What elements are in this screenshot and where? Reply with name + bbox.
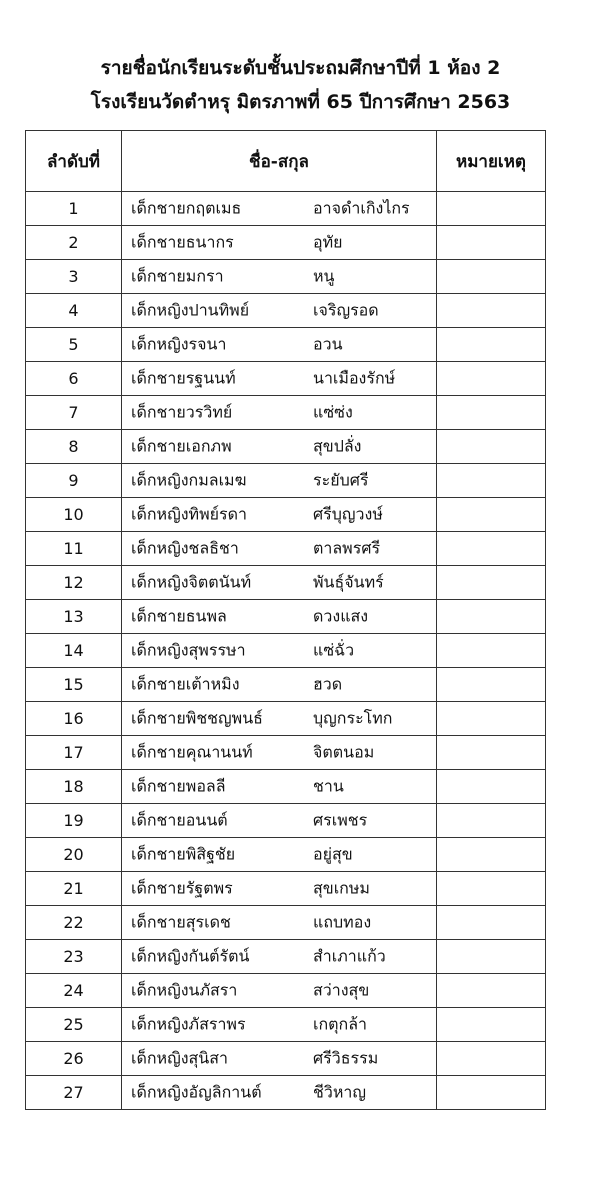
student-number: 24 [26, 974, 122, 1008]
student-name-cell [122, 872, 437, 906]
student-name-cell [122, 736, 437, 770]
student-last-name: ศรีบุญวงษ์ [313, 504, 383, 523]
student-remark [437, 668, 546, 702]
student-number: 14 [26, 634, 122, 668]
table-row [26, 736, 546, 770]
student-first-name: เด็กหญิงชลธิชา [131, 538, 239, 557]
student-last-name: อุทัย [313, 232, 343, 251]
student-first-name: เด็กชายมกรา [131, 266, 224, 285]
student-name-cell [122, 532, 437, 566]
student-remark [437, 498, 546, 532]
table-row [26, 328, 546, 362]
table-row [26, 430, 546, 464]
student-number: 4 [26, 294, 122, 328]
student-name-cell [122, 362, 437, 396]
student-name-cell [122, 1008, 437, 1042]
student-last-name: หนู [313, 266, 335, 285]
student-last-name: แถบทอง [313, 912, 372, 931]
student-number: 18 [26, 770, 122, 804]
student-first-name: เด็กหญิงสุพรรษา [131, 640, 246, 659]
student-last-name: ดวงแสง [313, 606, 369, 625]
student-remark [437, 396, 546, 430]
student-remark [437, 634, 546, 668]
student-name-cell [122, 634, 437, 668]
student-remark [437, 736, 546, 770]
student-first-name: เด็กชายสุรเดช [131, 912, 231, 931]
student-first-name: เด็กหญิงอัญลิกานต์ [131, 1082, 262, 1101]
student-number: 9 [26, 464, 122, 498]
table-row [26, 770, 546, 804]
student-number: 11 [26, 532, 122, 566]
student-number: 15 [26, 668, 122, 702]
student-number: 3 [26, 260, 122, 294]
student-name-cell [122, 498, 437, 532]
student-number: 2 [26, 226, 122, 260]
table-row [26, 362, 546, 396]
student-last-name: อยู่สุข [313, 844, 353, 863]
student-number: 22 [26, 906, 122, 940]
student-last-name: นาเมืองรักษ์ [313, 368, 396, 387]
student-last-name: อาจดำเกิงไกร [313, 198, 410, 217]
student-name-cell [122, 974, 437, 1008]
student-first-name: เด็กหญิงภัสราพร [131, 1014, 246, 1033]
student-number: 19 [26, 804, 122, 838]
student-name-cell [122, 1042, 437, 1076]
student-name-cell [122, 804, 437, 838]
table-row [26, 702, 546, 736]
student-name-cell [122, 396, 437, 430]
student-remark [437, 1008, 546, 1042]
student-number: 13 [26, 600, 122, 634]
student-number: 27 [26, 1076, 122, 1110]
student-first-name: เด็กชายพอลลี [131, 776, 226, 795]
header-name: ชื่อ-สกุล [122, 131, 437, 192]
student-remark [437, 974, 546, 1008]
student-name-cell [122, 226, 437, 260]
table-row [26, 872, 546, 906]
student-last-name: ชีวิหาญ [313, 1082, 367, 1101]
student-first-name: เด็กชายธนพล [131, 606, 227, 625]
student-number: 8 [26, 430, 122, 464]
student-remark [437, 600, 546, 634]
table-row [26, 192, 546, 226]
student-number: 17 [26, 736, 122, 770]
document-subtitle: โรงเรียนวัดตำหรุ มิตรภาพที่ 65 ปีการศึกษา 2563 [90, 91, 511, 113]
student-name-cell [122, 600, 437, 634]
table-row [26, 566, 546, 600]
student-first-name: เด็กหญิงปานทิพย์ [131, 300, 250, 319]
student-number: 25 [26, 1008, 122, 1042]
student-remark [437, 532, 546, 566]
header-row [26, 131, 546, 192]
student-remark [437, 804, 546, 838]
student-last-name: ระยับศรี [313, 470, 369, 489]
student-remark [437, 702, 546, 736]
student-number: 12 [26, 566, 122, 600]
table-row [26, 906, 546, 940]
student-remark [437, 362, 546, 396]
table-row [26, 940, 546, 974]
student-remark [437, 906, 546, 940]
student-last-name: เกตุกล้า [313, 1014, 368, 1033]
student-number: 7 [26, 396, 122, 430]
student-remark [437, 838, 546, 872]
table-row [26, 396, 546, 430]
student-name-cell [122, 294, 437, 328]
student-number: 5 [26, 328, 122, 362]
student-remark [437, 940, 546, 974]
student-last-name: สุขเกษม [313, 878, 370, 897]
student-last-name: สว่างสุข [313, 980, 370, 999]
student-last-name: ตาลพรศรี [313, 538, 381, 557]
student-first-name: เด็กชายเต้าหมิง [131, 674, 240, 693]
student-first-name: เด็กหญิงสุนิสา [131, 1048, 228, 1067]
student-remark [437, 430, 546, 464]
student-last-name: สุขปลั่ง [313, 436, 362, 455]
student-name-cell [122, 260, 437, 294]
student-first-name: เด็กชายกฤตเมธ [131, 198, 242, 217]
student-remark [437, 566, 546, 600]
student-first-name: เด็กชายพิชชญพนธ์ [131, 708, 263, 727]
student-name-cell [122, 328, 437, 362]
student-number: 16 [26, 702, 122, 736]
table-row [26, 226, 546, 260]
student-last-name: ชาน [313, 776, 344, 795]
table-header [26, 131, 546, 192]
table-row [26, 634, 546, 668]
table-row [26, 668, 546, 702]
table-row [26, 1008, 546, 1042]
table-row [26, 498, 546, 532]
table-row [26, 532, 546, 566]
student-number: 6 [26, 362, 122, 396]
table-row [26, 294, 546, 328]
table-row [26, 260, 546, 294]
student-remark [437, 1076, 546, 1110]
table-row [26, 464, 546, 498]
student-last-name: สำเภาแก้ว [313, 946, 386, 965]
header-remark: หมายเหตุ [437, 131, 546, 192]
student-number: 21 [26, 872, 122, 906]
student-first-name: เด็กชายอนนต์ [131, 810, 228, 829]
student-last-name: แซ่ซ่ง [313, 402, 353, 421]
table-row [26, 1076, 546, 1110]
student-first-name: เด็กหญิงรจนา [131, 334, 227, 353]
student-name-cell [122, 464, 437, 498]
student-number: 23 [26, 940, 122, 974]
student-last-name: ฮวด [313, 674, 343, 693]
student-remark [437, 192, 546, 226]
student-name-cell [122, 668, 437, 702]
student-first-name: เด็กชายวรวิทย์ [131, 402, 233, 421]
student-remark [437, 1042, 546, 1076]
student-remark [437, 770, 546, 804]
student-first-name: เด็กหญิงกมลเมฆ [131, 470, 247, 489]
student-remark [437, 464, 546, 498]
student-name-cell [122, 906, 437, 940]
student-first-name: เด็กชายคุณานนท์ [131, 742, 253, 761]
student-first-name: เด็กชายพิสิฐชัย [131, 844, 236, 863]
student-name-cell [122, 566, 437, 600]
student-last-name: เจริญรอด [313, 300, 379, 319]
student-last-name: แซ่ฉั่ว [313, 640, 355, 659]
table-row [26, 1042, 546, 1076]
student-first-name: เด็กหญิงจิตตนันท์ [131, 572, 252, 591]
student-roster-table [25, 130, 546, 1110]
student-number: 1 [26, 192, 122, 226]
student-remark [437, 872, 546, 906]
student-name-cell [122, 430, 437, 464]
student-last-name: ศรเพชร [313, 810, 368, 829]
student-name-cell [122, 702, 437, 736]
student-last-name: พันธุ์จันทร์ [313, 572, 384, 591]
header-number: ลำดับที่ [26, 131, 122, 192]
student-number: 10 [26, 498, 122, 532]
student-last-name: อวน [313, 334, 343, 353]
student-first-name: เด็กชายเอกภพ [131, 436, 232, 455]
student-last-name: ศรีวิธรรม [313, 1048, 379, 1067]
student-first-name: เด็กหญิงนภัสรา [131, 980, 238, 999]
table-row [26, 600, 546, 634]
document-title: รายชื่อนักเรียนระดับชั้นประถมศึกษาปีที่ 1 ห้อง 2 [100, 57, 501, 79]
student-number: 26 [26, 1042, 122, 1076]
student-remark [437, 226, 546, 260]
student-remark [437, 328, 546, 362]
table-row [26, 974, 546, 1008]
student-name-cell [122, 770, 437, 804]
student-first-name: เด็กหญิงทิพย์รดา [131, 504, 247, 523]
student-first-name: เด็กชายรฐนนท์ [131, 368, 236, 387]
student-first-name: เด็กชายธนากร [131, 232, 234, 251]
student-first-name: เด็กชายรัฐตพร [131, 878, 233, 897]
table-row [26, 804, 546, 838]
student-last-name: บุญกระโทก [313, 708, 393, 727]
table-body [26, 192, 546, 1110]
table-row [26, 838, 546, 872]
student-remark [437, 294, 546, 328]
student-name-cell [122, 940, 437, 974]
student-name-cell [122, 1076, 437, 1110]
student-remark [437, 260, 546, 294]
student-name-cell [122, 192, 437, 226]
student-name-cell [122, 838, 437, 872]
student-first-name: เด็กหญิงกันต์รัตน์ [131, 946, 250, 965]
student-number: 20 [26, 838, 122, 872]
student-last-name: จิตตนอม [313, 742, 375, 761]
